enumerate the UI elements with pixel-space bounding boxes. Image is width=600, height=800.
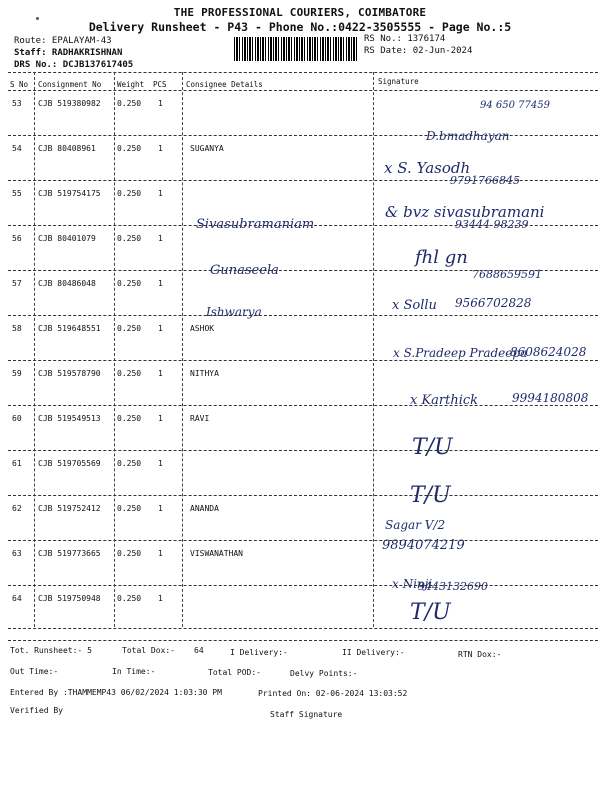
row-pcs: 1 [158, 234, 163, 243]
row-signature: D.bmadhayan [426, 129, 510, 143]
row-signature: x Ninji [392, 577, 433, 591]
barcode [234, 37, 358, 61]
drs-number: DRS No.: DCJB137617405 [14, 60, 134, 70]
row-pcs: 1 [158, 549, 163, 558]
row-divider [8, 628, 598, 629]
row-pcs: 1 [158, 324, 163, 333]
row-sno: 54 [12, 144, 22, 153]
row-divider [8, 360, 598, 361]
row-pcs: 1 [158, 594, 163, 603]
row-pcs: 1 [158, 189, 163, 198]
row-sno: 56 [12, 234, 22, 243]
footer-rule [8, 640, 598, 641]
row-divider [8, 135, 598, 136]
rs-number: RS No.: 1376174 [364, 34, 446, 44]
row-sno: 64 [12, 594, 22, 603]
row-signature-phone: 9791766845 [450, 174, 520, 187]
row-signature-phone: 9994180808 [512, 391, 589, 405]
row-weight: 0.250 [117, 504, 142, 513]
row-consignment: CJB 519578790 [38, 369, 101, 378]
row-consignee: RAVI [190, 414, 210, 423]
row-weight: 0.250 [117, 549, 142, 558]
row-consignee: SUGANYA [190, 144, 224, 153]
row-consignee: ANANDA [190, 504, 219, 513]
row-consignee: VISWANATHAN [190, 549, 243, 558]
row-signature-phone: 7688659591 [472, 268, 542, 281]
row-weight: 0.250 [117, 234, 142, 243]
row-signature-phone: 94 650 77459 [480, 100, 550, 111]
row-consignment: CJB 519750948 [38, 594, 101, 603]
row-consignment: CJB 80401079 [38, 234, 96, 243]
row-signature-phone: 9443132690 [418, 580, 488, 593]
out-time: Out Time:- [10, 667, 59, 676]
col-divider [182, 72, 183, 627]
staff-label: Staff: RADHAKRISHNAN [14, 48, 123, 58]
col-header-pcs: PCS [153, 80, 167, 89]
row-weight: 0.250 [117, 369, 142, 378]
row-weight: 0.250 [117, 189, 142, 198]
row-handwritten-name: Gunaseela [210, 263, 279, 278]
entered-by: Entered By :THAMMEMP43 06/02/2024 1:03:30 PM [10, 688, 222, 697]
col-header-details: Consignee Details [186, 80, 263, 89]
row-consignment: CJB 519705569 [38, 459, 101, 468]
row-consignment: CJB 519648551 [38, 324, 101, 333]
route-label: Route: EPALAYAM-43 [14, 36, 112, 46]
col-divider [34, 72, 35, 627]
row-signature: Sagar V/2 [385, 518, 446, 532]
rtn-dox: RTN Dox:- [458, 650, 502, 659]
row-weight: 0.250 [117, 99, 142, 108]
row-consignee: ASHOK [190, 324, 215, 333]
col-header-weight: Weight [117, 80, 145, 89]
row-sno: 62 [12, 504, 22, 513]
row-consignment: CJB 519752412 [38, 504, 101, 513]
row-divider [8, 540, 598, 541]
row-consignment: CJB 80486048 [38, 279, 96, 288]
delvy-points: Delvy Points:- [290, 669, 358, 678]
ii-delivery: II Delivery:- [342, 648, 405, 657]
row-pcs: 1 [158, 369, 163, 378]
row-consignment: CJB 519380982 [38, 99, 101, 108]
tot-runsheet: Tot. Runsheet:- 5 [10, 646, 92, 655]
row-consignment: CJB 519754175 [38, 189, 101, 198]
row-signature: x Sollu [392, 298, 437, 313]
col-divider [114, 72, 115, 627]
in-time: In Time:- [112, 667, 156, 676]
row-consignment: CJB 80408961 [38, 144, 96, 153]
total-pod: Total POD:- [208, 668, 261, 677]
row-signature: T/U [410, 600, 451, 625]
row-pcs: 1 [158, 99, 163, 108]
i-delivery: I Delivery:- [230, 648, 288, 657]
row-divider [8, 495, 598, 496]
row-weight: 0.250 [117, 279, 142, 288]
total-dox-value: 64 [194, 646, 204, 655]
col-header-sno: S No [10, 80, 29, 89]
col-divider [373, 72, 374, 627]
row-sno: 59 [12, 369, 22, 378]
row-divider [8, 225, 598, 226]
row-pcs: 1 [158, 459, 163, 468]
row-consignment: CJB 519549513 [38, 414, 101, 423]
total-dox-label: Total Dox:- [122, 646, 175, 655]
row-pcs: 1 [158, 144, 163, 153]
row-sno: 53 [12, 99, 22, 108]
row-sno: 55 [12, 189, 22, 198]
row-consignment: CJB 519773665 [38, 549, 101, 558]
table-header-rule [8, 90, 598, 91]
row-divider [8, 270, 598, 271]
row-handwritten-name: Sivasubramaniam [196, 217, 315, 232]
table-top-rule [8, 72, 598, 73]
row-divider [8, 180, 598, 181]
row-signature-phone: 93444 98239 [455, 218, 529, 231]
row-sno: 61 [12, 459, 22, 468]
row-weight: 0.250 [117, 459, 142, 468]
row-signature-phone: 8608624028 [510, 345, 587, 359]
row-sno: 63 [12, 549, 22, 558]
row-divider [8, 450, 598, 451]
row-divider [8, 315, 598, 316]
row-weight: 0.250 [117, 594, 142, 603]
row-pcs: 1 [158, 279, 163, 288]
row-signature: x Karthick [410, 393, 479, 408]
row-pcs: 1 [158, 504, 163, 513]
row-signature: & bvz sivasubramani [385, 203, 545, 221]
row-divider [8, 585, 598, 586]
row-weight: 0.250 [117, 324, 142, 333]
row-pcs: 1 [158, 414, 163, 423]
company-title: THE PROFESSIONAL COURIERS, COIMBATORE [173, 6, 427, 19]
row-sno: 58 [12, 324, 22, 333]
row-divider [8, 405, 598, 406]
col-header-consignment: Consignment No [38, 80, 102, 89]
printed-on: Printed On: 02-06-2024 13:03:52 [258, 689, 408, 698]
row-signature: T/U [410, 483, 451, 508]
col-header-signature: Signature [378, 77, 419, 86]
row-handwritten-name: Ishwarya [206, 305, 262, 319]
row-signature: T/U [412, 435, 453, 460]
row-signature: x S. Yasodh [384, 159, 471, 177]
row-weight: 0.250 [117, 144, 142, 153]
rs-date: RS Date: 02-Jun-2024 [364, 46, 473, 56]
row-consignee: NITHYA [190, 369, 219, 378]
staff-signature: Staff Signature [270, 710, 343, 719]
verified-by: Verified By [10, 706, 63, 715]
row-signature-phone: 9566702828 [455, 296, 532, 310]
runsheet-subtitle: Delivery Runsheet - P43 - Phone No.:0422-3505555 - Page No.:5 [88, 20, 512, 34]
row-signature: fhl gn [415, 247, 468, 268]
row-signature-phone: 9894074219 [382, 538, 465, 553]
row-weight: 0.250 [117, 414, 142, 423]
row-sno: 57 [12, 279, 22, 288]
row-sno: 60 [12, 414, 22, 423]
row-signature: x S.Pradeep Pradeepa [393, 346, 528, 360]
